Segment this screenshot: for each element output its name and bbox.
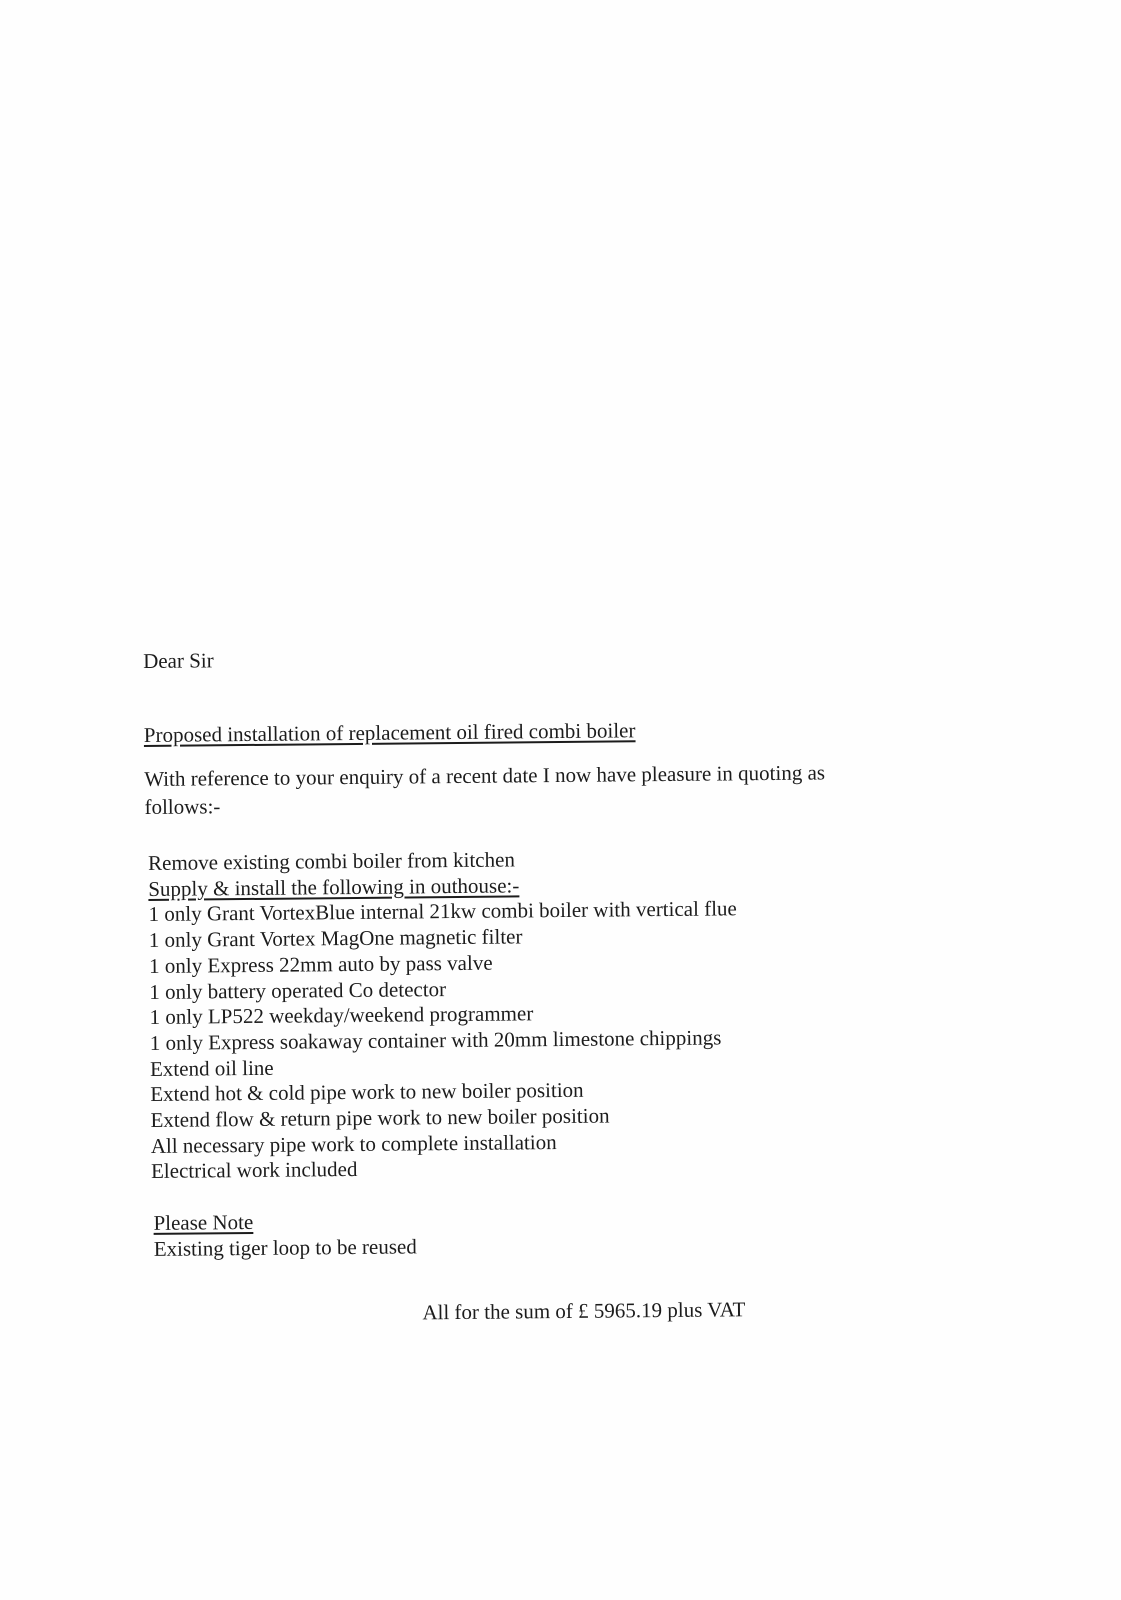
subject-heading: Proposed installation of replacement oil fired combi boiler [143,718,636,747]
intro-paragraph: With reference to your enquiry of a recent date I now have pleasure in quoting as follows:- [144,760,826,819]
note-heading: Please Note [153,1210,254,1236]
work-item: 1 only Express 22mm auto by pass valve [148,950,493,978]
work-item: 1 only Grant Vortex MagOne magnetic filter [148,924,523,953]
work-item: All necessary pipe work to complete installation [150,1129,557,1158]
salutation: Dear Sir [143,648,214,673]
note-text: Existing tiger loop to be reused [153,1234,417,1262]
work-item-subheading: Supply & install the following in outhouse:- [148,873,520,901]
work-item: Electrical work included [150,1157,358,1184]
work-item: 1 only Express soakaway container with 20mm limestone chippings [149,1025,722,1055]
work-item: Extend oil line [149,1055,274,1081]
work-item: 1 only Grant VortexBlue internal 21kw combi boiler with vertical flue [148,896,737,927]
work-items-list [148,844,908,1185]
work-item: 1 only battery operated Co detector [149,976,447,1004]
quotation-letter [143,641,909,1328]
work-item: 1 only LP522 weekday/weekend programmer [149,1001,534,1030]
total-price: All for the sum of £ 5965.19 plus VAT [422,1297,746,1325]
work-item: Extend flow & return pipe work to new boiler position [150,1103,610,1132]
work-item: Remove existing combi boiler from kitchen [147,847,516,875]
work-item: Extend hot & cold pipe work to new boiler position [150,1078,584,1107]
